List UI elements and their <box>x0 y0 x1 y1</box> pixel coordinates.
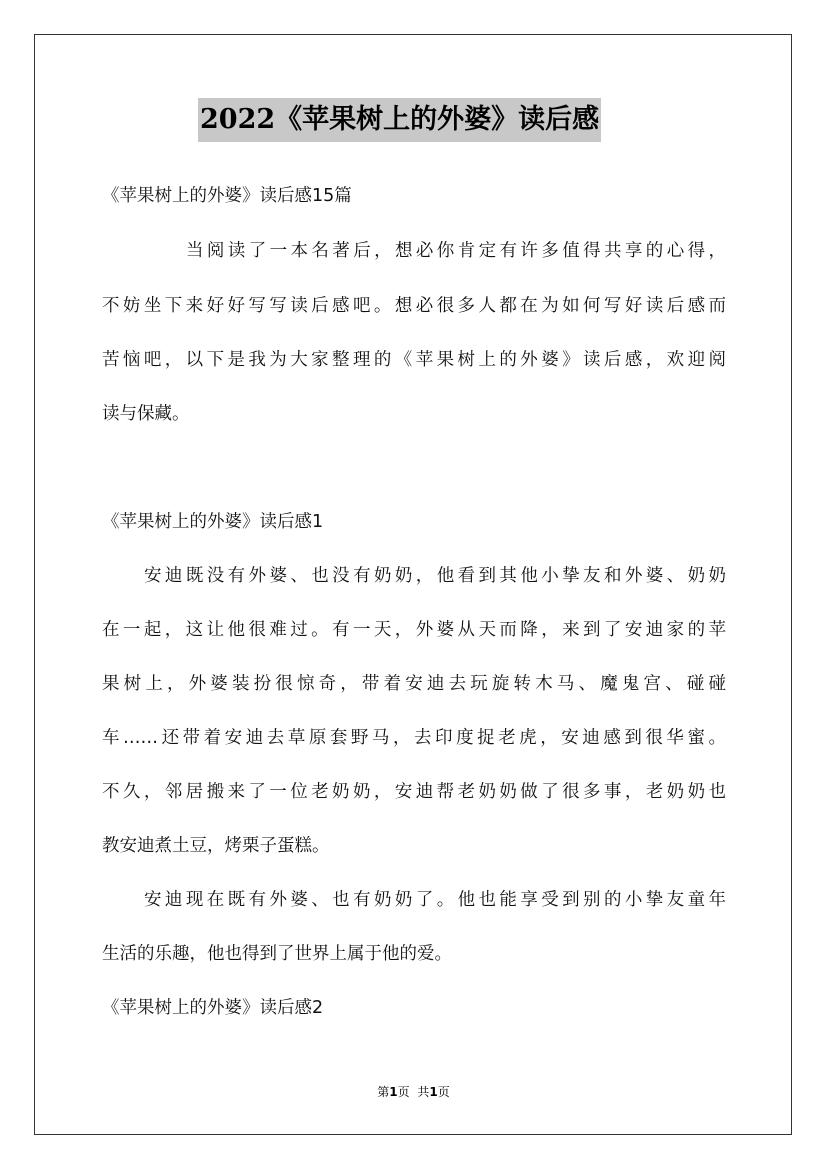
page-number: 1 <box>389 1085 398 1099</box>
section-heading-1: 《苹果树上的外婆》读后感1 <box>102 512 324 532</box>
page-suffix: 页 <box>397 1085 410 1099</box>
intro-line-4: 读与保藏。 <box>102 404 190 424</box>
para2-line-1: 安迪现在既有外婆、也有奶奶了。他也能享受到别的小挚友童年 <box>144 890 726 910</box>
para1-line-6: 教安迪煮土豆，烤栗子蛋糕。 <box>102 836 330 856</box>
document-title: 2022《苹果树上的外婆》读后感 <box>198 98 601 142</box>
total-suffix: 页 <box>437 1085 450 1099</box>
para2-line-2: 生活的乐趣，他也得到了世界上属于他的爱。 <box>102 944 452 964</box>
section-heading-2: 《苹果树上的外婆》读后感2 <box>102 998 324 1018</box>
para1-line-5: 不久，邻居搬来了一位老奶奶，安迪帮老奶奶做了很多事，老奶奶也 <box>102 782 726 802</box>
para1-line-4: 车……还带着安迪去草原套野马，去印度捉老虎，安迪感到很华蜜。 <box>102 728 726 748</box>
intro-line-3: 苦恼吧，以下是我为大家整理的《苹果树上的外婆》读后感，欢迎阅 <box>102 350 726 370</box>
page-prefix: 第 <box>377 1085 390 1099</box>
para1-line-1: 安迪既没有外婆、也没有奶奶，他看到其他小挚友和外婆、奶奶 <box>144 566 726 586</box>
intro-line-2: 不妨坐下来好好写写读后感吧。想必很多人都在为如何写好读后感而 <box>102 296 726 316</box>
para1-line-3: 果树上，外婆装扮很惊奇，带着安迪去玩旋转木马、魔鬼宫、碰碰 <box>102 674 726 694</box>
page-footer <box>0 1083 827 1100</box>
total-prefix: 共 <box>417 1085 430 1099</box>
total-pages: 1 <box>429 1085 438 1099</box>
para1-line-2: 在一起，这让他很难过。有一天，外婆从天而降，来到了安迪家的苹 <box>102 620 726 640</box>
intro-line-1: 当阅读了一本名著后，想必你肯定有许多值得共享的心得， <box>186 241 726 261</box>
document-subtitle: 《苹果树上的外婆》读后感15篇 <box>102 186 352 206</box>
